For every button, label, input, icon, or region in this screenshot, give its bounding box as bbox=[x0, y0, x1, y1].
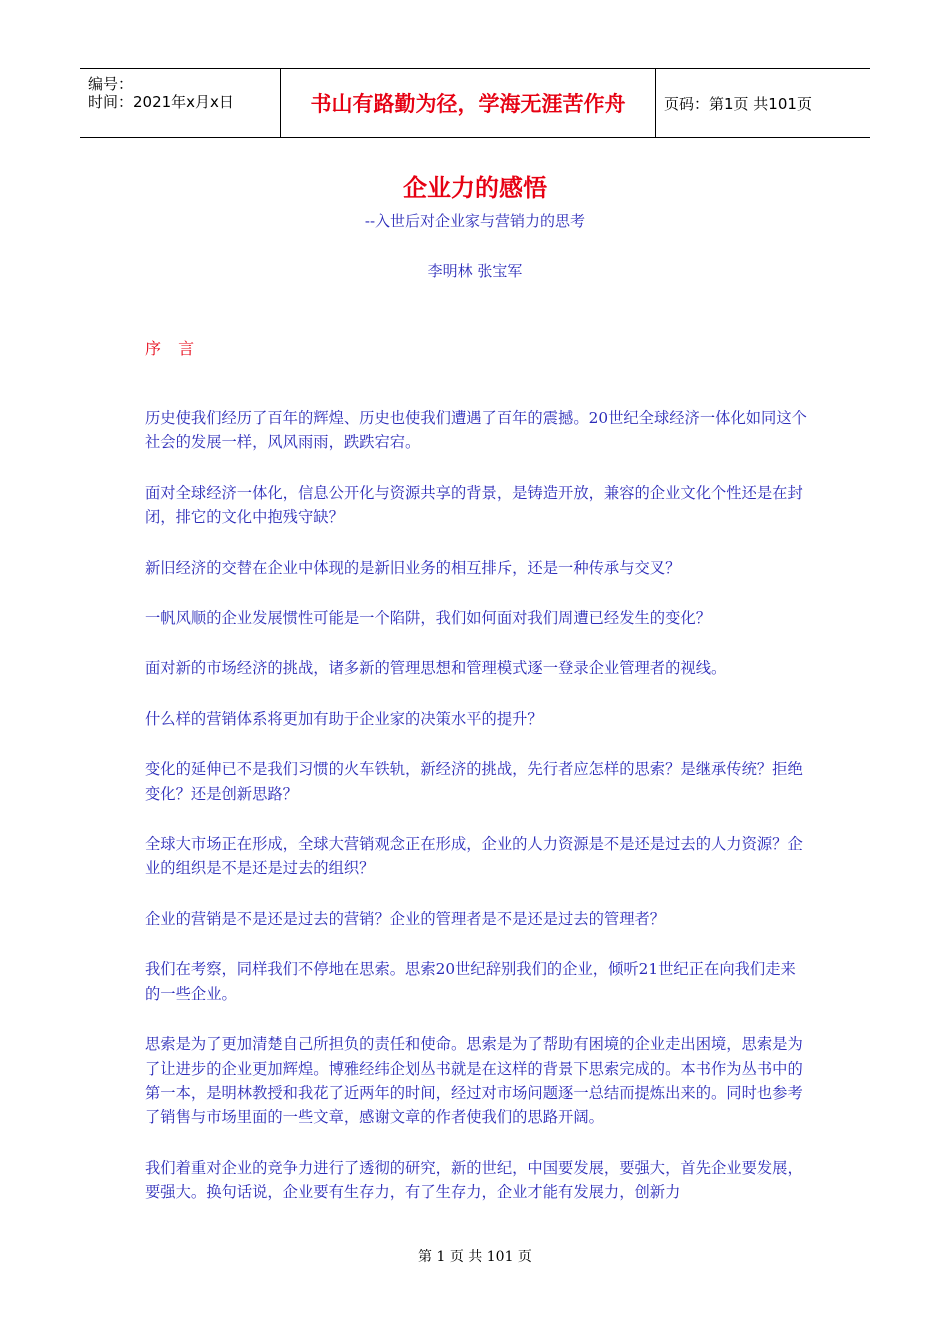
time-label: 时间：2021年x月x日 bbox=[88, 93, 234, 111]
paragraph: 变化的延伸已不是我们习惯的火车铁轨，新经济的挑战，先行者应怎样的思索？是继承传统？拒绝变化？还是创新思路？ bbox=[145, 760, 803, 803]
paragraph: 面对新的市场经济的挑战，诸多新的管理思想和管理模式逐一登录企业管理者的视线。 bbox=[145, 659, 727, 678]
document-title: 企业力的感悟 bbox=[403, 174, 547, 202]
page-header bbox=[80, 68, 870, 138]
document-authors: 李明林 张宝军 bbox=[427, 262, 523, 280]
paragraph: 我们着重对企业的竞争力进行了透彻的研究，新的世纪，中国要发展，要强大，首先企业要发展，要强大。换句话说，企业要有生存力，有了生存力，企业才能有发展力，创新力 bbox=[145, 1158, 803, 1202]
paragraph: 面对全球经济一体化，信息公开化与资源共享的背景，是铸造开放，兼容的企业文化个性还是在封闭，排它的文化中抱残守缺？ bbox=[145, 483, 803, 527]
paragraph: 企业的营销是不是还是过去的营销？企业的管理者是不是还是过去的管理者？ bbox=[145, 909, 666, 928]
document-body bbox=[145, 406, 810, 1231]
paragraph: 全球大市场正在形成，全球大营销观念正在形成，企业的人力资源是不是还是过去的人力资源？企业的组织是不是还是过去的组织？ bbox=[145, 835, 803, 878]
document-subtitle: --入世后对企业家与营销力的思考 bbox=[364, 212, 586, 230]
paragraph: 思索是为了更加清楚自己所担负的责任和使命。思索是为了帮助有困境的企业走出困境，思索是为了让进步的企业更加辉煌。博雅经纬企划丛书就是在这样的背景下思索完成的。本书作为丛书中的第一本，是明林教授和我花了近两年的时间，经过对市场问题逐一总结而提炼出来的。同时也参考了销售与市场里面的一些文章，感谢文章的作者使我们的思路开阔。 bbox=[145, 1035, 803, 1127]
number-label: 编号： bbox=[88, 75, 134, 93]
paragraph: 新旧经济的交替在企业中体现的是新旧业务的相互排斥，还是一种传承与交叉？ bbox=[145, 558, 681, 577]
header-divider bbox=[655, 69, 656, 137]
header-page-code: 页码：第1页 共101页 bbox=[664, 94, 812, 113]
page-footer: 第 1 页 共 101 页 bbox=[418, 1249, 532, 1265]
paragraph: 历史使我们经历了百年的辉煌、历史也使我们遭遇了百年的震撼。20世纪全球经济一体化如同这个社会的发展一样，风风雨雨，跌跌宕宕。 bbox=[145, 409, 807, 452]
header-motto: 书山有路勤为径，学海无涯苦作舟 bbox=[310, 92, 626, 116]
paragraph: 一帆风顺的企业发展惯性可能是一个陷阱，我们如何面对我们周遭已经发生的变化？ bbox=[145, 609, 711, 628]
header-meta bbox=[80, 69, 280, 137]
paragraph: 我们在考察，同样我们不停地在思索。思索20世纪辞别我们的企业，倾听21世纪正在向我们走来的一些企业。 bbox=[145, 960, 796, 1003]
section-heading: 序 言 bbox=[145, 339, 201, 358]
paragraph: 什么样的营销体系将更加有助于企业家的决策水平的提升？ bbox=[145, 709, 543, 728]
